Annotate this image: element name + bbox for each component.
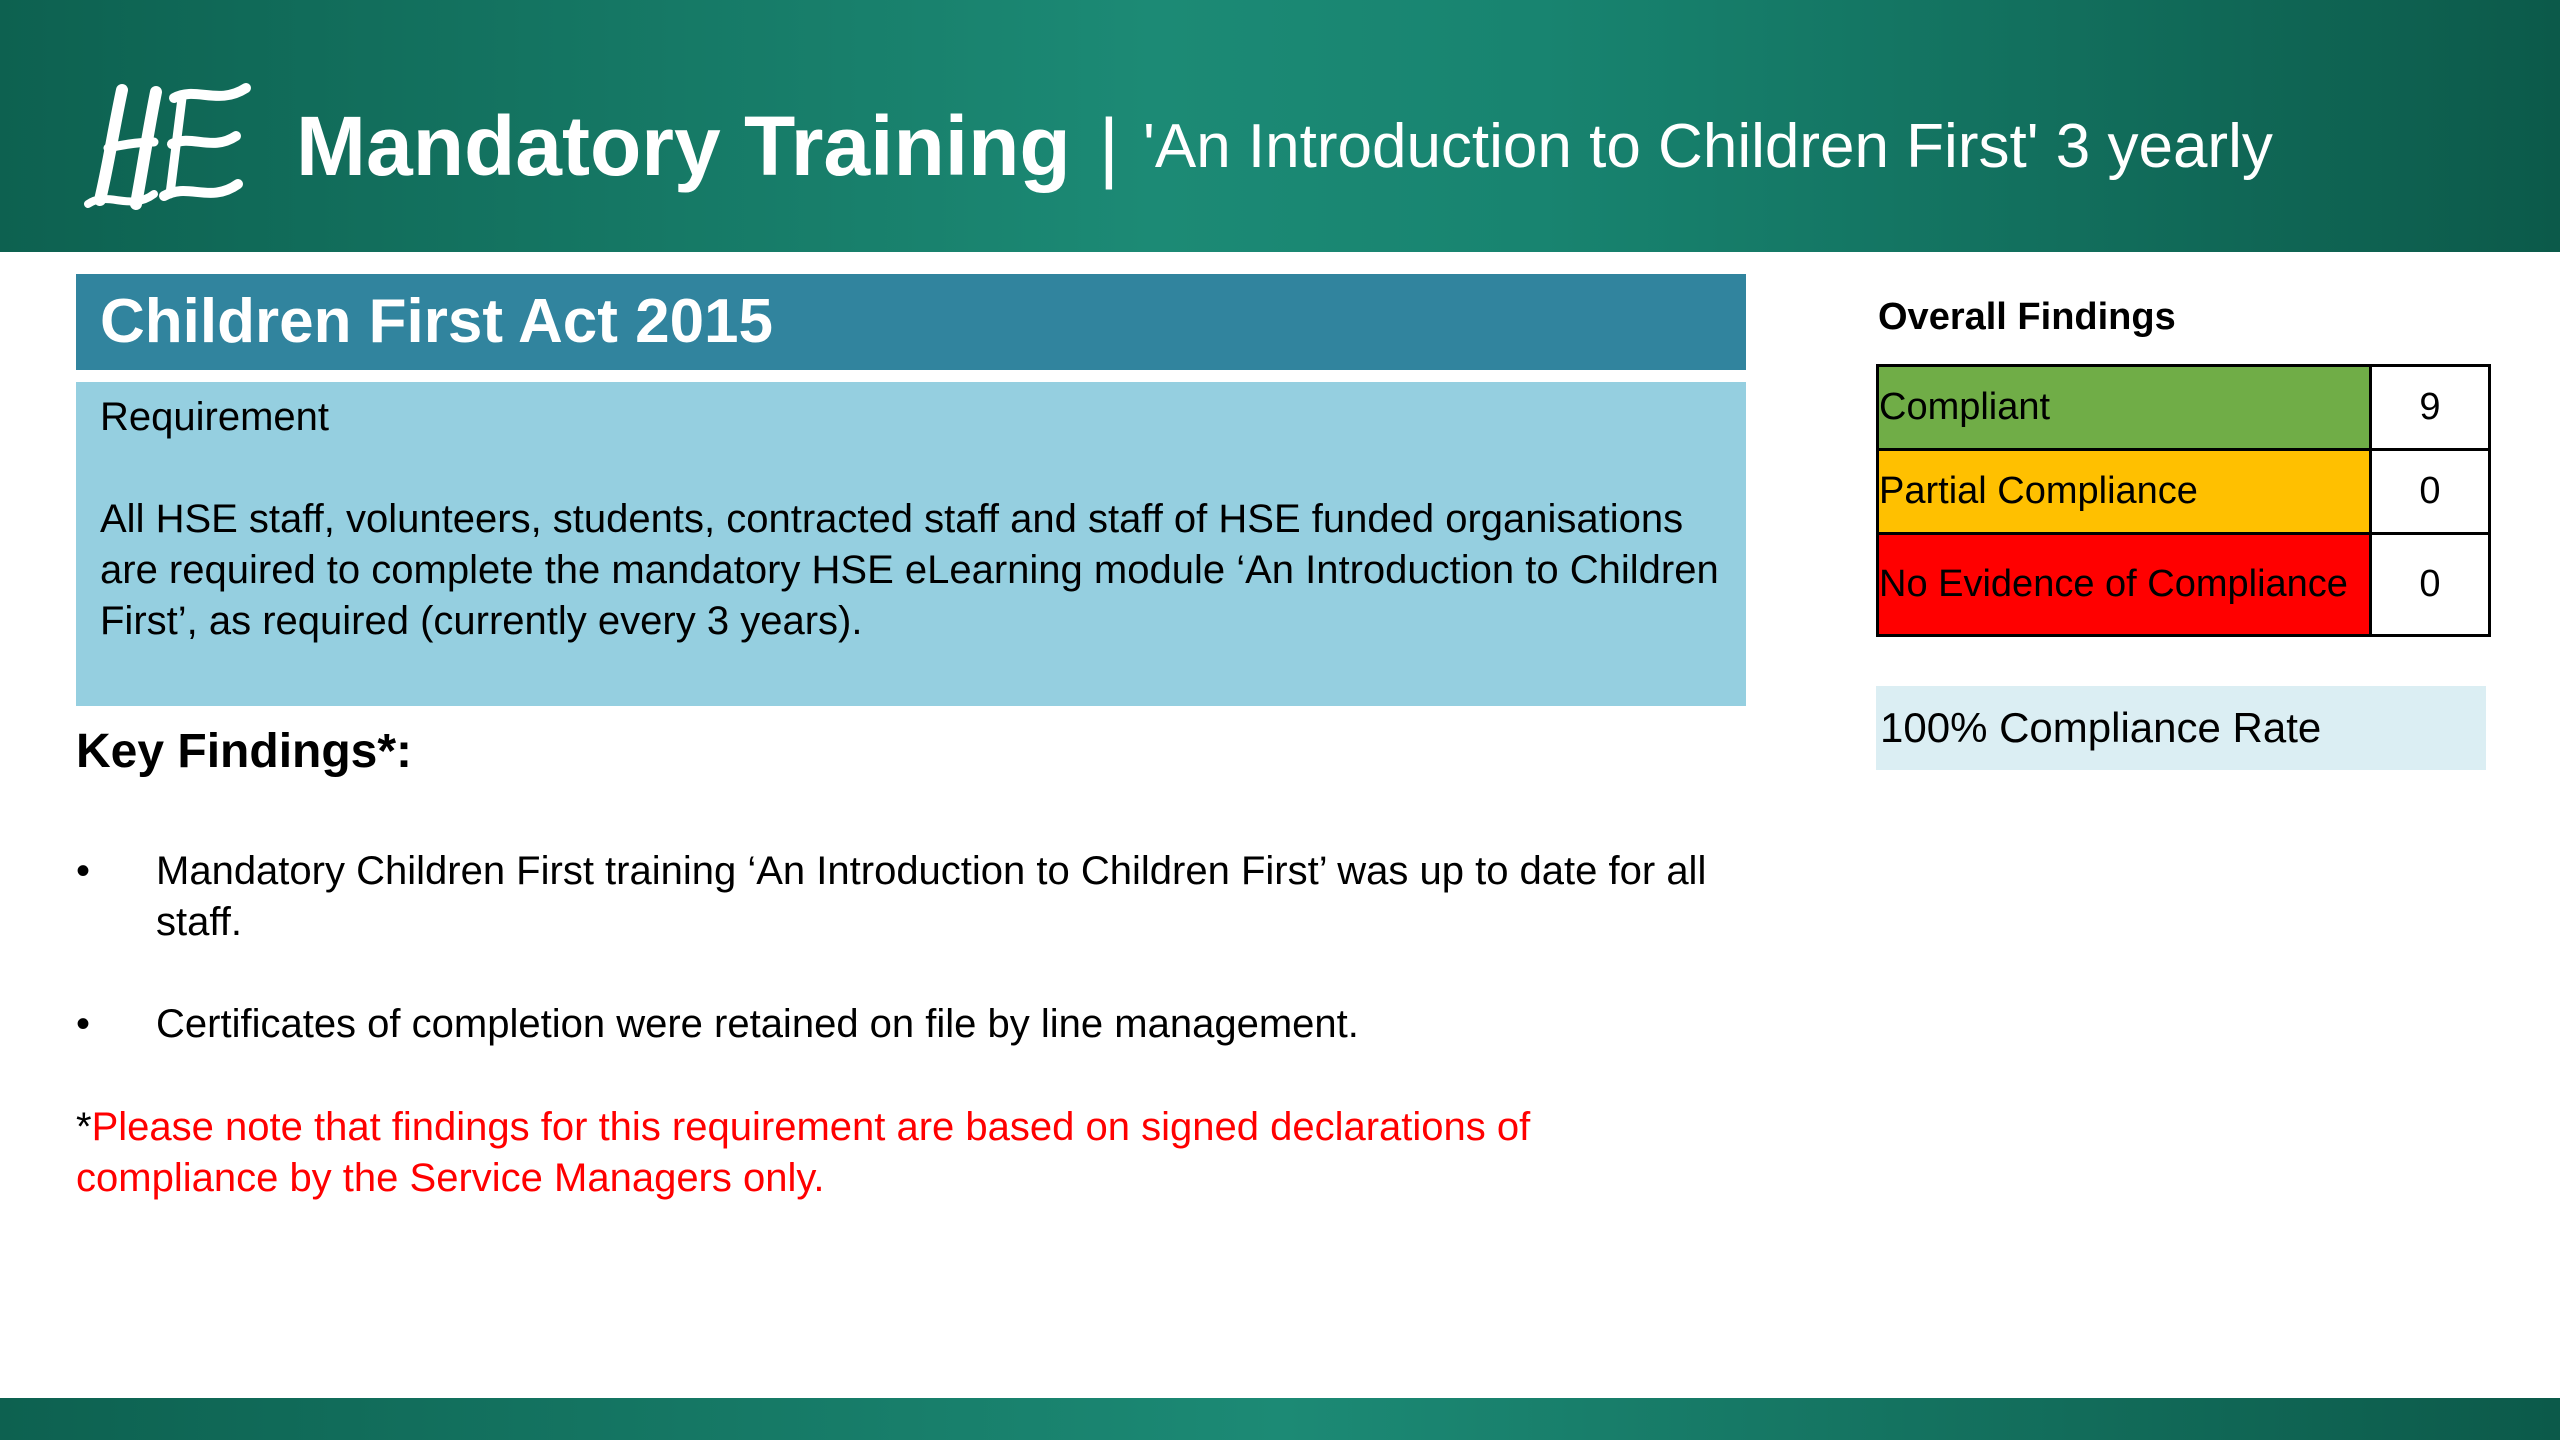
overall-findings-heading: Overall Findings (1878, 296, 2176, 338)
requirement-label: Requirement (100, 395, 330, 439)
bullet-icon: • (76, 849, 91, 893)
compliant-label: Compliant (1878, 366, 2371, 450)
bullet-icon: • (76, 1002, 91, 1046)
note-asterisk: * (76, 1105, 92, 1149)
page-title (296, 86, 2273, 206)
requirement-box (76, 382, 1746, 706)
table-row (1878, 450, 2490, 534)
no-evidence-label: No Evidence of Compliance (1878, 534, 2371, 636)
compliance-rate: 100% Compliance Rate (1876, 686, 2486, 770)
note-text: Please note that findings for this requirement are based on signed declarations of compliance by the Service Managers only. (76, 1105, 1531, 1200)
list-item (76, 999, 1716, 1050)
finding-text: Mandatory Children First training ‘An Introduction to Children First’ was up to date for all staff. (156, 849, 1707, 944)
finding-text: Certificates of completion were retained on file by line management. (156, 1002, 1359, 1046)
compliant-count: 9 (2371, 366, 2490, 450)
hse-logo (78, 72, 258, 222)
key-findings-list (76, 846, 1716, 1101)
footer-bar (0, 1398, 2560, 1440)
partial-compliance-label: Partial Compliance (1878, 450, 2371, 534)
key-findings-heading: Key Findings*: (76, 725, 413, 778)
header-banner (0, 0, 2560, 252)
table-row (1878, 366, 2490, 450)
requirement-text: All HSE staff, volunteers, students, contracted staff and staff of HSE funded organisations are required to complete the mandatory HSE eLearning module ‘An Introduction to Children First’, as required (currently every 3 years). (100, 497, 1719, 643)
list-item (76, 846, 1716, 948)
disclaimer-note (76, 1102, 1716, 1204)
title-main: Mandatory Training (296, 98, 1071, 193)
title-subtitle: 'An Introduction to Children First' 3 yearly (1143, 111, 2273, 181)
act-title-bar: Children First Act 2015 (76, 274, 1746, 370)
overall-findings-table (1876, 364, 2491, 637)
partial-compliance-count: 0 (2371, 450, 2490, 534)
no-evidence-count: 0 (2371, 534, 2490, 636)
title-separator: | (1098, 101, 1120, 190)
table-row (1878, 534, 2490, 636)
